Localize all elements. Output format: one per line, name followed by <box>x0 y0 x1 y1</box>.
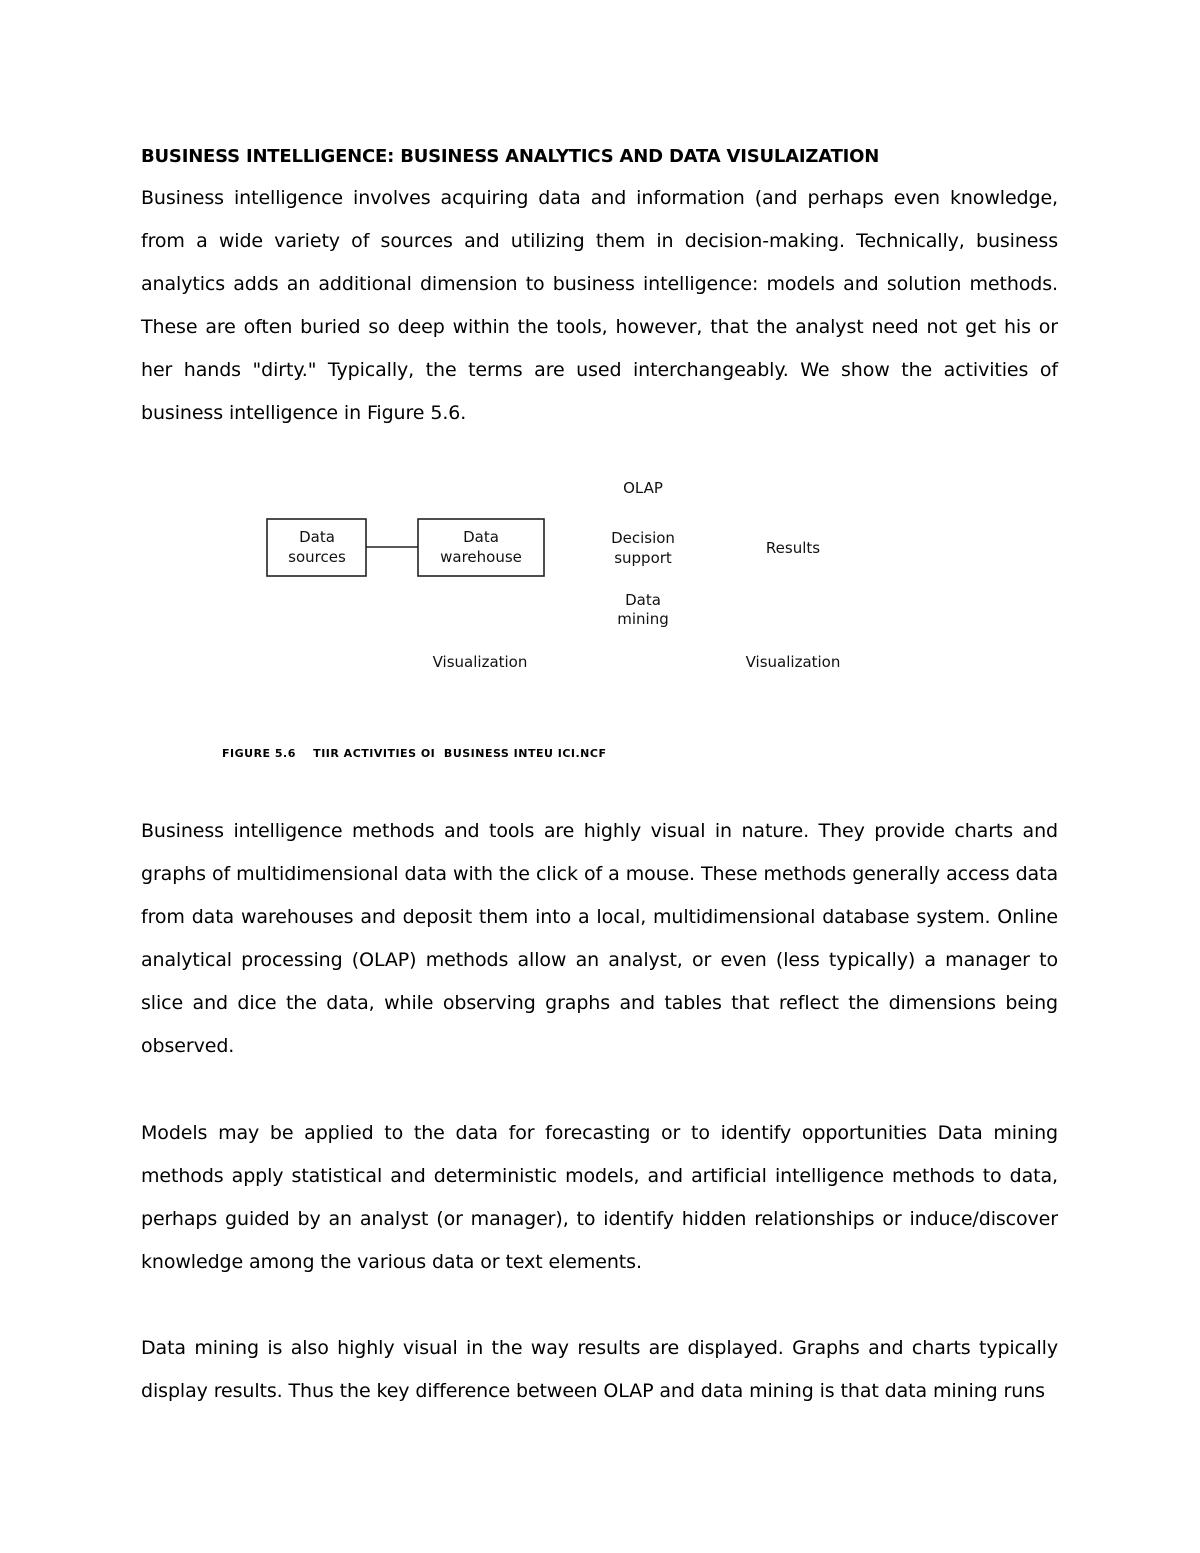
results-label: Results <box>765 539 821 557</box>
data-sources-label-line1: Data <box>299 528 335 546</box>
data-sources-label-line2: sources <box>288 548 346 566</box>
visualization-right-label: Visualization <box>745 653 841 671</box>
visualization-left-label: Visualization <box>432 653 528 671</box>
data-warehouse-box <box>418 519 544 576</box>
section-heading: BUSINESS INTELLIGENCE: BUSINESS ANALYTICS AND DATA VISULAIZATION <box>141 146 880 167</box>
paragraph-models: Models may be applied to the data for forecasting or to identify opportunities Data mining methods apply statistical and deterministic models, and artificial intelligence methods to data, perhaps guided by an analyst (or manager), to identify hidden relationships or induce/discover knowledge among the various data or text elements. <box>141 1122 1058 1273</box>
paragraph-data-mining: Data mining is also highly visual in the way results are displayed. Graphs and charts typically display results. Thus the key difference between OLAP and data mining is that data mining runs <box>141 1337 1058 1402</box>
data-mining-label-line1: Data <box>625 591 661 609</box>
decision-support-label-line2: support <box>614 549 672 567</box>
data-warehouse-label-line1: Data <box>463 528 499 546</box>
paragraph-bi-methods: Business intelligence methods and tools are highly visual in nature. They provide charts and graphs of multidimensional data with the click of a mouse. These methods generally access data from data warehouses and deposit them into a local, multidimensional database system. Online analytical processing (OLAP) methods allow an analyst, or even (less typically) a manager to slice and dice the data, while observing graphs and tables that reflect the dimensions being observed. <box>141 820 1058 1057</box>
figure-5-6-diagram <box>0 460 1200 780</box>
figure-caption: FIGURE 5.6 TIIR ACTIVITIES OI BUSINESS INTEU ICI.NCF <box>222 747 607 760</box>
decision-support-label-line1: Decision <box>611 529 675 547</box>
data-mining-label-line2: mining <box>617 610 669 628</box>
data-warehouse-label-line2: warehouse <box>440 548 522 566</box>
olap-label: OLAP <box>623 479 663 497</box>
paragraph-intro: Business intelligence involves acquiring data and information (and perhaps even knowledge, from a wide variety of sources and utilizing them in decision-making. Technically, business analytics adds an additional dimension to business intelligence: models and solution methods. These are often buried so deep within the tools, however, that the analyst need not get his or her hands "dirty." Typically, the terms are used interchangeably. We show the activities of business intelligence in Figure 5.6. <box>141 187 1058 424</box>
data-sources-box <box>267 519 366 576</box>
